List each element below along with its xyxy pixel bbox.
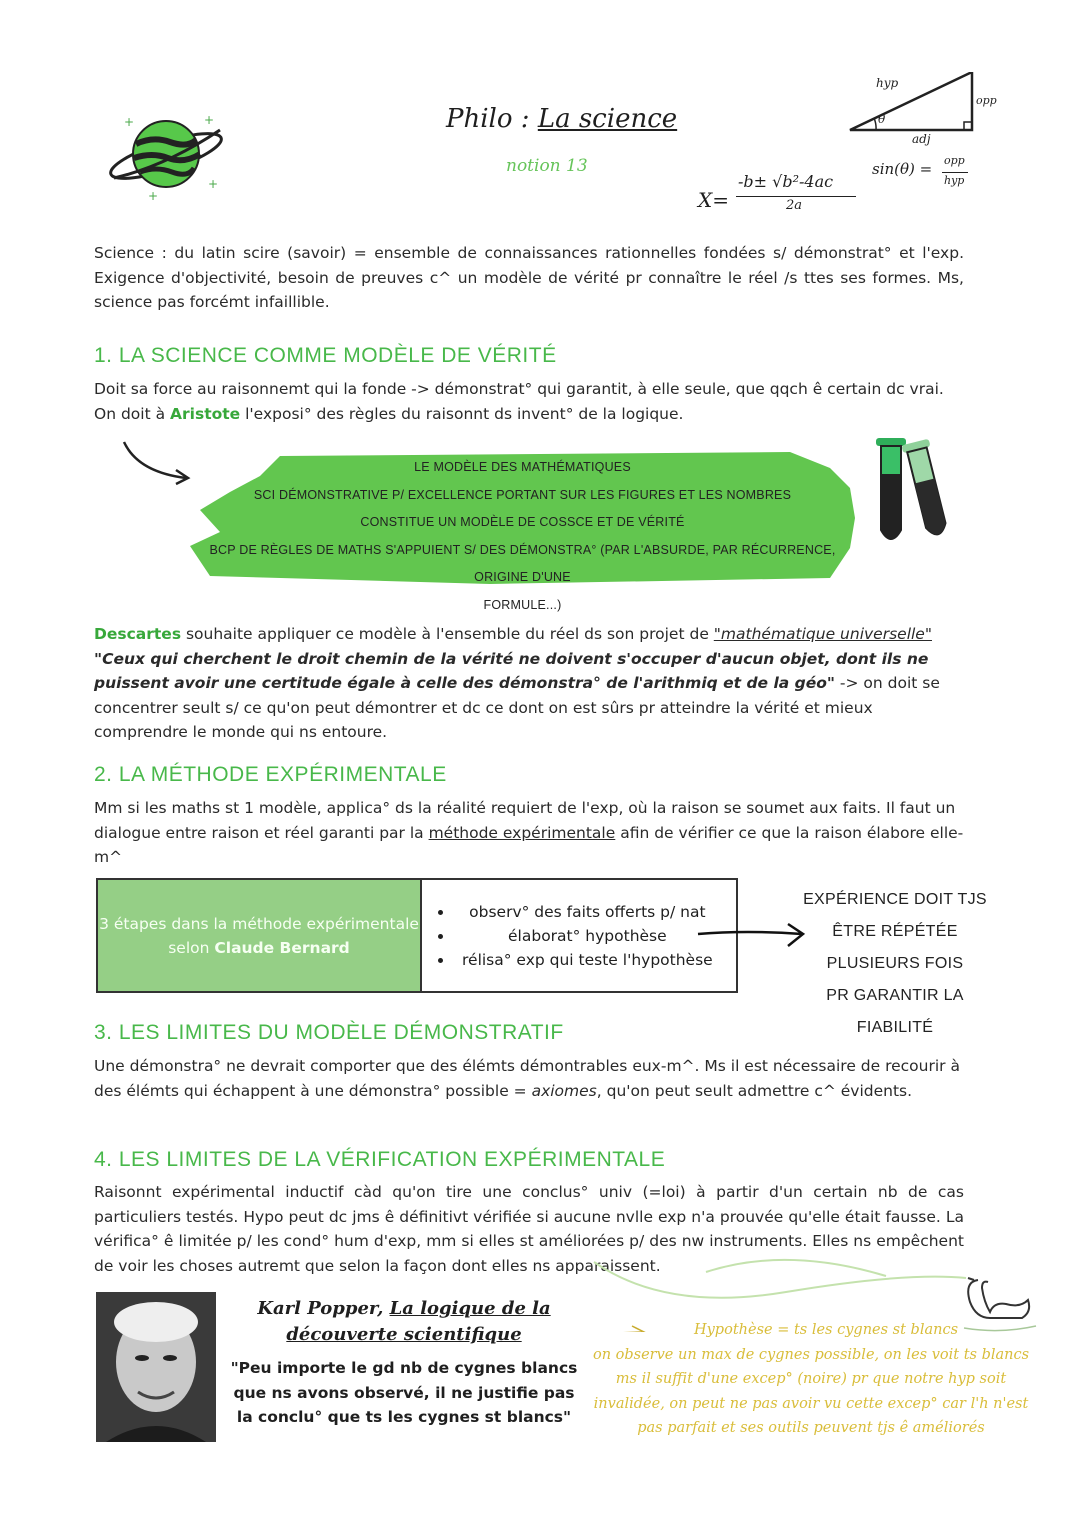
svg-text:+: + (204, 113, 215, 127)
section3-paragraph (94, 1054, 964, 1103)
section2-paragraph (94, 796, 964, 870)
quadratic-lhs: X= (698, 188, 729, 212)
hypo-line-1: Hypothèse = ts les cygnes st blancs (693, 1322, 959, 1338)
section4-paragraph: Raisonnt expérimental inductif càd qu'on tire une conclus° univ (=loi) à partir d'un certain nb de cas particuliers testés. Hypo peut dc jms ê définitivt vérifiée si aucune nvlle exp n'a prouvée qu'elle était fausse. La vérifica° ê limitée p/ les cond° hum d'exp, mm si elles st améliorées p/ des nw instruments. Elles ns empêchent de voir les choses autremt que selon la façon dont elles ns apparaissent. (94, 1183, 964, 1275)
section3-heading: 3. LES LIMITES DU MODÈLE DÉMONSTRATIF (94, 1021, 564, 1044)
repetition-note (790, 884, 1000, 1044)
list-item: • observ° des faits offerts p/ nat (454, 900, 713, 924)
curved-arrow-icon (120, 438, 195, 488)
sin-lhs: sin(θ) = (872, 160, 933, 178)
banner-line-3: CONSTITUE UN MODÈLE DE COSSCE ET DE VÉRITÉ (360, 515, 685, 529)
svg-text:+: + (208, 177, 219, 191)
sin-num: opp (944, 154, 965, 167)
section1-paragraph (94, 377, 964, 426)
sin-formula (872, 160, 932, 178)
descartes-text-b: -> on doit se concentrer seult s/ ce qu'on peut démontrer et dc ce dont on est sûrs pr atteindre la vérité et mieux comprendre le monde qui ns entoure. (94, 674, 940, 741)
aristote-name: Aristote (170, 404, 241, 423)
methode-experimentale: méthode expérimentale (428, 823, 616, 842)
descartes-text-a: souhaite appliquer ce modèle à l'ensemble du réel ds son projet de (181, 625, 714, 643)
test-tubes-icon (872, 434, 954, 552)
section4-heading: 4. LES LIMITES DE LA VÉRIFICATION EXPÉRIMENTALE (94, 1148, 666, 1171)
popper-title (228, 1296, 580, 1348)
popper-author: Karl Popper, (257, 1298, 390, 1319)
list-item: • rélisa° exp qui teste l'hypothèse (454, 948, 713, 972)
hypothesis-note (586, 1318, 1036, 1441)
note-line-3: PR GARANTIR LA FIABILITÉ (826, 987, 964, 1036)
sin-den: hyp (944, 174, 965, 187)
tri-adj-label: adj (912, 132, 931, 146)
descartes-quote: "Ceux qui cherchent le droit chemin de la vérité ne doivent s'occuper d'aucun objet, dont ils ne puissent avoir une certitude égale à celle des démonstra° de l'arithmiq et de la géo" (94, 649, 929, 692)
hypo-line-5: pas parfait et ses outils peuvent tjs ê améliorés (637, 1420, 985, 1436)
note-line-1: EXPÉRIENCE DOIT TJS ÊTRE RÉPÉTÉE (803, 891, 987, 940)
descartes-name: Descartes (94, 625, 182, 643)
popper-quote: "Peu importe le gd nb de cygnes blancs que ns avons observé, il ne justifie pas la conclu° que ts les cygnes st blancs" (230, 1359, 578, 1426)
sin-fraction-bar (942, 172, 968, 173)
quadratic-num: -b± √b²-4ac (738, 172, 834, 191)
tri-hyp-label: hyp (876, 76, 899, 90)
mathematique-universelle: "mathématique universelle" (713, 625, 932, 643)
intro-paragraph: Science : du latin scire (savoir) = ensemble de connaissances rationnelles fondées s/ démonstrat° et l'exp. Exigence d'objectivité, besoin de preuves c^ un modèle de vérité pr connaître le réel /s ttes ses formes. Ms, science pas forcémt infaillible. (94, 244, 964, 311)
note-line-2: PLUSIEURS FOIS (826, 955, 964, 972)
axiomes-term: axiomes (531, 1081, 597, 1100)
section3-text-b: , qu'on peut seult admettre c^ évidents. (596, 1081, 913, 1100)
section1-heading: 1. LA SCIENCE COMME MODÈLE DE VÉRITÉ (94, 344, 557, 367)
page-title (446, 104, 677, 134)
tri-theta-label: θ (878, 112, 886, 126)
steps-list-cell (422, 880, 736, 991)
banner-line-4: BCP DE RÈGLES DE MATHS S'APPUIENT S/ DES DÉMONSTRA° (PAR L'ABSURDE, PAR RÉCURRENCE, ORIGINE D'UNE (209, 542, 836, 584)
steps-label-text: 3 étapes dans la méthode expérimentale selon (99, 914, 419, 957)
banner-line-5: FORMULE...) (483, 597, 562, 612)
popper-book: La logique de la découverte scientifique (286, 1298, 551, 1345)
title-prefix: Philo : (446, 104, 538, 134)
claude-bernard-name: Claude Bernard (214, 938, 350, 957)
list-item: • élaborat° hypothèse (454, 924, 713, 948)
math-model-banner (190, 448, 855, 612)
descartes-paragraph (94, 622, 964, 745)
planet-icon (108, 108, 228, 203)
hypo-line-3: ms il suffit d'une excep° (noire) pr que notre hyp soit (615, 1371, 1007, 1387)
hypo-line-4: invalidée, on peut ne pas avoir vu cette excep° car l'h n'est (593, 1395, 1029, 1412)
title-main: La science (537, 104, 678, 134)
section1-text-b: l'exposi° des règles du raisonnt ds invent° de la logique. (240, 404, 684, 423)
quadratic-fraction-bar (736, 196, 856, 197)
section2-text-b: afin de vérifier ce que la raison élabore elle-m^ (94, 823, 964, 866)
banner-line-2: SCI DÉMONSTRATIVE P/ EXCELLENCE PORTANT SUR LES FIGURES ET LES NOMBRES (253, 487, 792, 502)
steps-label-cell (98, 880, 422, 991)
method-steps-table (96, 878, 738, 993)
section3-text-a: Une démonstra° ne devrait comporter que des élémts démontrables eux-m^. Ms il est nécessaire de recourir à des élémts qui échappent à une démonstra° possible = (94, 1057, 960, 1100)
quadratic-den: 2a (786, 198, 803, 213)
svg-text:+: + (148, 189, 159, 203)
hypo-line-2: on observe un max de cygnes possible, on les voit ts blancs (592, 1346, 1030, 1363)
banner-line-1: LE MODÈLE DES MATHÉMATIQUES (414, 460, 631, 474)
section1-text-a: Doit sa force au raisonnemt qui la fonde -> démonstrat° qui garantit, à elle seule, que qqch ê certain dc vrai. On doit à (94, 380, 944, 423)
tri-opp-label: opp (976, 94, 997, 107)
svg-text:+: + (124, 115, 135, 129)
section2-heading: 2. LA MÉTHODE EXPÉRIMENTALE (94, 763, 447, 786)
section2-text-a: Mm si les maths st 1 modèle, applica° ds la réalité requiert de l'exp, où la raison se soumet aux faits. Il faut un dialogue entre raison et réel garanti par la (94, 799, 956, 842)
steps-list (422, 900, 713, 972)
notion-subtitle: notion 13 (506, 156, 588, 176)
karl-popper-photo (96, 1292, 216, 1442)
